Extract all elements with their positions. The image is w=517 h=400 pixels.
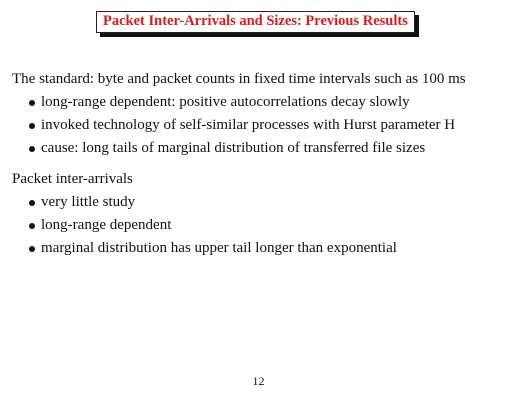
list-item bbox=[12, 114, 512, 137]
bullet-text: very little study bbox=[41, 194, 136, 210]
title-container bbox=[96, 11, 415, 33]
list-item bbox=[12, 191, 512, 214]
bullet-dot-icon bbox=[29, 246, 35, 252]
bullet-dot-icon bbox=[29, 223, 35, 229]
section-heading: Packet inter-arrivals bbox=[12, 171, 133, 187]
bullet-list bbox=[12, 91, 512, 160]
bullet-dot-icon bbox=[29, 200, 35, 206]
section-spacer bbox=[12, 160, 512, 168]
bullet-text: long-range dependent: positive autocorrelations decay slowly bbox=[41, 94, 410, 110]
bullet-text: invoked technology of self-similar processes with Hurst parameter H bbox=[41, 117, 456, 133]
bullet-list bbox=[12, 191, 512, 260]
list-item bbox=[12, 214, 512, 237]
slide-content bbox=[12, 68, 512, 260]
bullet-text: long-range dependent bbox=[41, 217, 172, 233]
bullet-dot-icon bbox=[29, 123, 35, 129]
bullet-text: cause: long tails of marginal distribution of transferred file sizes bbox=[41, 140, 426, 156]
bullet-dot-icon bbox=[29, 100, 35, 106]
bullet-dot-icon bbox=[29, 146, 35, 152]
slide-title: Packet Inter-Arrivals and Sizes: Previous Results bbox=[96, 11, 415, 33]
list-item bbox=[12, 91, 512, 114]
bullet-text: marginal distribution has upper tail longer than exponential bbox=[41, 240, 397, 256]
page-number: 12 bbox=[252, 374, 265, 388]
list-item bbox=[12, 137, 512, 160]
section-heading: The standard: byte and packet counts in fixed time intervals such as 100 ms bbox=[12, 71, 466, 87]
list-item bbox=[12, 237, 512, 260]
